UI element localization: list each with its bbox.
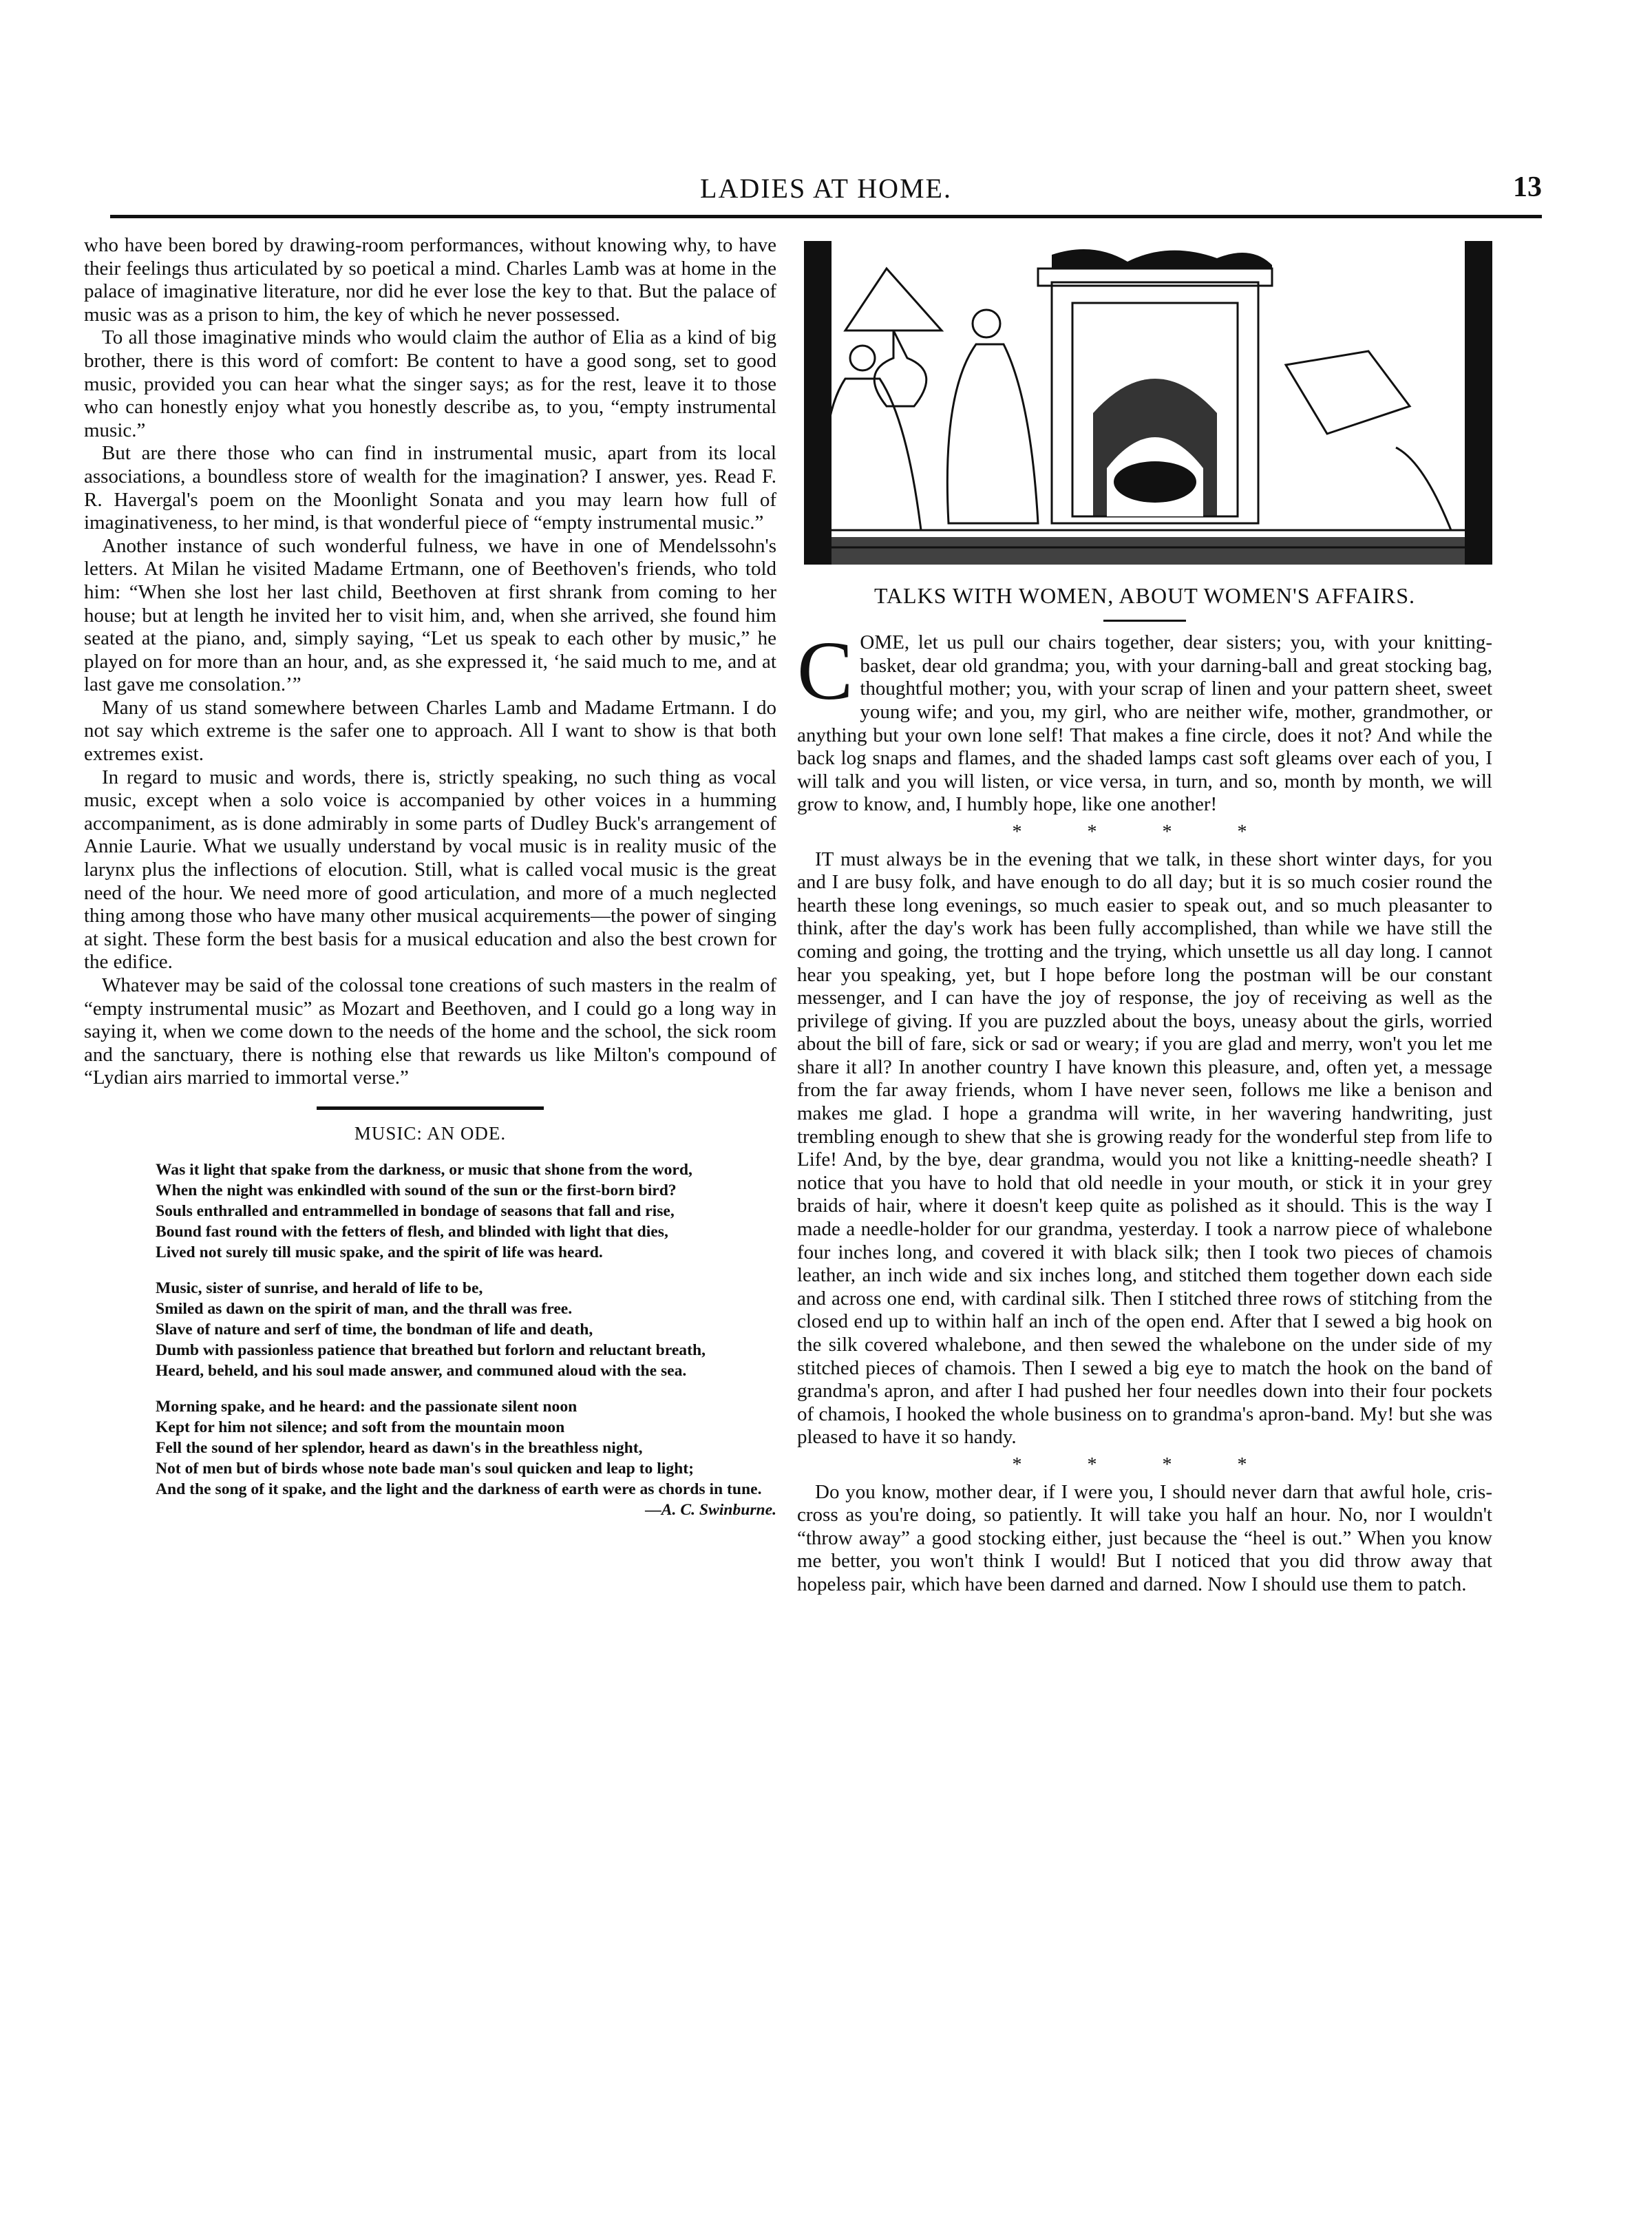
section-separator: * * * *	[1012, 1453, 1278, 1475]
paragraph: IT must always be in the evening that we talk, in these short winter days, for you and I are busy folk, and have enough to do all day; but it is so much cosier round the hearth these long evenings, so much easier to speak out, and so much pleasanter to think, after the day's work has been fully accomplished, than while we have still the coming and going, the trotting and the trying, which unsettle us all day long. I cannot hear you speaking, yet, but I hope before long the postman will be our constant messenger, and I can have the joy of response, the joy of receiving as well as the privilege of giving. If you are puzzled about the boys, uneasy about the girls, worried about the bill of fare, sick or sad or weary; if you are glad and merry, won't you let me share it all? In another country I have known this pleasure, and, often yet, a message from the far away friends, whom I have never seen, follows me like a benison and makes me glad. I hope a grandma will write, in her wavering handwriting, just trembling enough to shew that she is growing ready for the wonderful step from life to Life! And, by the bye, dear grandma, would you not like a knitting-needle sheath? I notice that you have to hold that old needle in your mouth, or stick it in your grey braids of hair, where it doesn't keep quite as polished as it should. This is the way I made a needle-holder for our grandma, yesterday. I took a narrow piece of whalebone four inches long, and covered it with black silk; then I took two pieces of chamois leather, an inch wide and six inches long, and stitched them together down each side and across one end, with cardinal silk. Then I stitched three rows of stitching from the closed end up to within half an inch of the open end. After that I sewed a big hook on the silk covered whalebone, and then sewed the whalebone on the under side of my stitched pieces of chamois. Then I sewed a big eye to match the hook on the band of grandma's apron, and after I had pushed her four needles down into their four pockets of chamois, I hooked the whole business on to grandma's apron-band. My! but she was pleased to have it so handy.	[797, 848, 1492, 1449]
paragraph: Another instance of such wonderful fulness, we have in one of Mendelssohn's letters. At Milan he visited Madame Ertmann, one of Beethoven's friends, who told him: “When she lost her last child, Beethoven at first shrank from coming to her house; but at length he invited her to visit him, and, when she arrived, she found him seated at the piano, and, simply saying, “Let us speak to each other by music,” he played on for more than an hour, and, as she expressed it, ‘he said much to me, and at last gave me consolation.’”	[84, 534, 776, 696]
poem-line: Was it light that spake from the darkness, or music that shone from the word,	[156, 1160, 692, 1179]
intro-text: OME, let us pull our chairs together, dear sisters; you, with your knitting-basket, dear old grandma; you, with your darning-ball and great stocking bag, thoughtful mother; you, with your scrap of linen and your pattern sheet, sweet young wife; and you, my girl, who are neither wife, mother, grandmother, or anything but your own lone self! That makes a fine circle, does it not? And while the back log snaps and flames, and the shaded lamps cast soft gleams over each of you, I will talk and you will listen, or vice versa, in turn, and so, month by month, we will grow to know, and, I humbly hope, like one another!	[797, 631, 1492, 816]
drop-cap: C	[797, 624, 854, 718]
paragraph: who have been bored by drawing-room performances, without knowing why, to have their feelings thus articulated by so poetical a mind. Charles Lamb was at home in the palace of imaginative literature, nor did he ever lose the key to that. But the palace of music was as a prison to him, the key of which he never possessed.	[84, 234, 776, 326]
poem-line: Lived not surely till music spake, and the spirit of life was heard.	[156, 1243, 603, 1261]
poem-line: And the song of it spake, and the light and the darkness of earth were as chords in tune.	[156, 1480, 762, 1498]
poem-line: Smiled as dawn on the spirit of man, and the thrall was free.	[156, 1299, 573, 1318]
section-title: TALKS WITH WOMEN, ABOUT WOMEN'S AFFAIRS.	[873, 582, 1416, 608]
page-number: 13	[1513, 171, 1542, 203]
poem-line: Fell the sound of her splendor, heard as dawn's in the breathless night,	[156, 1438, 643, 1457]
running-header	[110, 171, 1542, 212]
paragraph: To all those imaginative minds who would claim the author of Elia as a kind of big brother, there is this word of comfort: Be content to have a good song, set to good music, provided you can hear what the singer says; as for the rest, leave it to those who can honestly enjoy what you honestly describe as, to you, “empty instrumental music.”	[84, 326, 776, 441]
poem-rule	[317, 1106, 544, 1110]
poem-line: Not of men but of birds whose note bade man's soul quicken and leap to light;	[156, 1459, 694, 1478]
poem-line: Heard, beheld, and his soul made answer, and communed aloud with the sea.	[156, 1361, 687, 1380]
poem-line: Music, sister of sunrise, and herald of life to be,	[156, 1279, 483, 1297]
section-separator: * * * *	[1012, 821, 1278, 843]
title-rule	[1103, 620, 1186, 622]
intro-paragraph	[797, 624, 1492, 817]
poem-line: Souls enthralled and entrammelled in bondage of seasons that fall and rise,	[156, 1201, 675, 1220]
paragraph: Whatever may be said of the colossal tone creations of such masters in the realm of “empty instrumental music” as Mozart and Beethoven, and I could go a long way in saying it, when we come down to the needs of the home and the school, the sick room and the sanctuary, there is nothing else that rewards us like Milton's compound of “Lydian airs married to immortal verse.”	[84, 974, 776, 1089]
right-column	[797, 241, 1492, 1597]
header-rule	[110, 215, 1542, 218]
poem-line: When the night was enkindled with sound of the sun or the first-born bird?	[156, 1181, 677, 1199]
paragraph: Many of us stand somewhere between Charles Lamb and Madame Ertmann. I do not say which extreme is the safer one to approach. All I want to show is that both extremes exist.	[84, 696, 776, 766]
poem-line: Dumb with passionless patience that breathed but forlorn and reluctant breath,	[156, 1341, 706, 1359]
poem-line: Bound fast round with the fetters of flesh, and blinded with light that dies,	[156, 1222, 668, 1241]
poem-line: Slave of nature and serf of time, the bondman of life and death,	[156, 1320, 593, 1338]
poem-attribution: —A. C. Swinburne.	[645, 1500, 776, 1519]
paragraph: In regard to music and words, there is, strictly speaking, no such thing as vocal music, except when a solo voice is accompanied by other voices in a humming accompaniment, as is done admirably in some parts of Dudley Buck's arrangement of Annie Laurie. What we usually understand by vocal music is in reality music of the larynx plus the inflections of elocution. Still, what is called vocal music is the great need of the hour. We need more of good articulation, and more of a much neglected thing among those who have many other musical acquirements—the power of singing at sight. These form the best basis for a musical education and also the best crown for the edifice.	[84, 766, 776, 974]
poem-line: Morning spake, and he heard: and the passionate silent noon	[156, 1397, 578, 1416]
running-title: LADIES AT HOME.	[700, 173, 952, 204]
poem-line: Kept for him not silence; and soft from the mountain moon	[156, 1418, 565, 1436]
paragraph: Do you know, mother dear, if I were you, I should never darn that awful hole, cris-cross as you're doing, so patiently. It will take you half an hour. No, nor I wouldn't “throw away” a good stocking either, just because the “heel is out.” When you know me better, you won't think I would! But I noticed that you did throw away that hopeless pair, which have been darned and darned. Now I should use them to patch.	[797, 1480, 1492, 1595]
poem	[84, 1159, 776, 1519]
left-column	[84, 234, 776, 1520]
paragraph: But are there those who can find in instrumental music, apart from its local associations, a boundless store of wealth for the imagination? I answer, yes. Read F. R. Havergal's poem on the Moonlight Sonata and you may learn how full of imaginativeness, to her mind, is that wonderful piece of “empty instrumental music.”	[84, 442, 776, 534]
poem-title: MUSIC: AN ODE.	[354, 1122, 507, 1144]
fireside-engraving-icon	[804, 241, 1492, 565]
